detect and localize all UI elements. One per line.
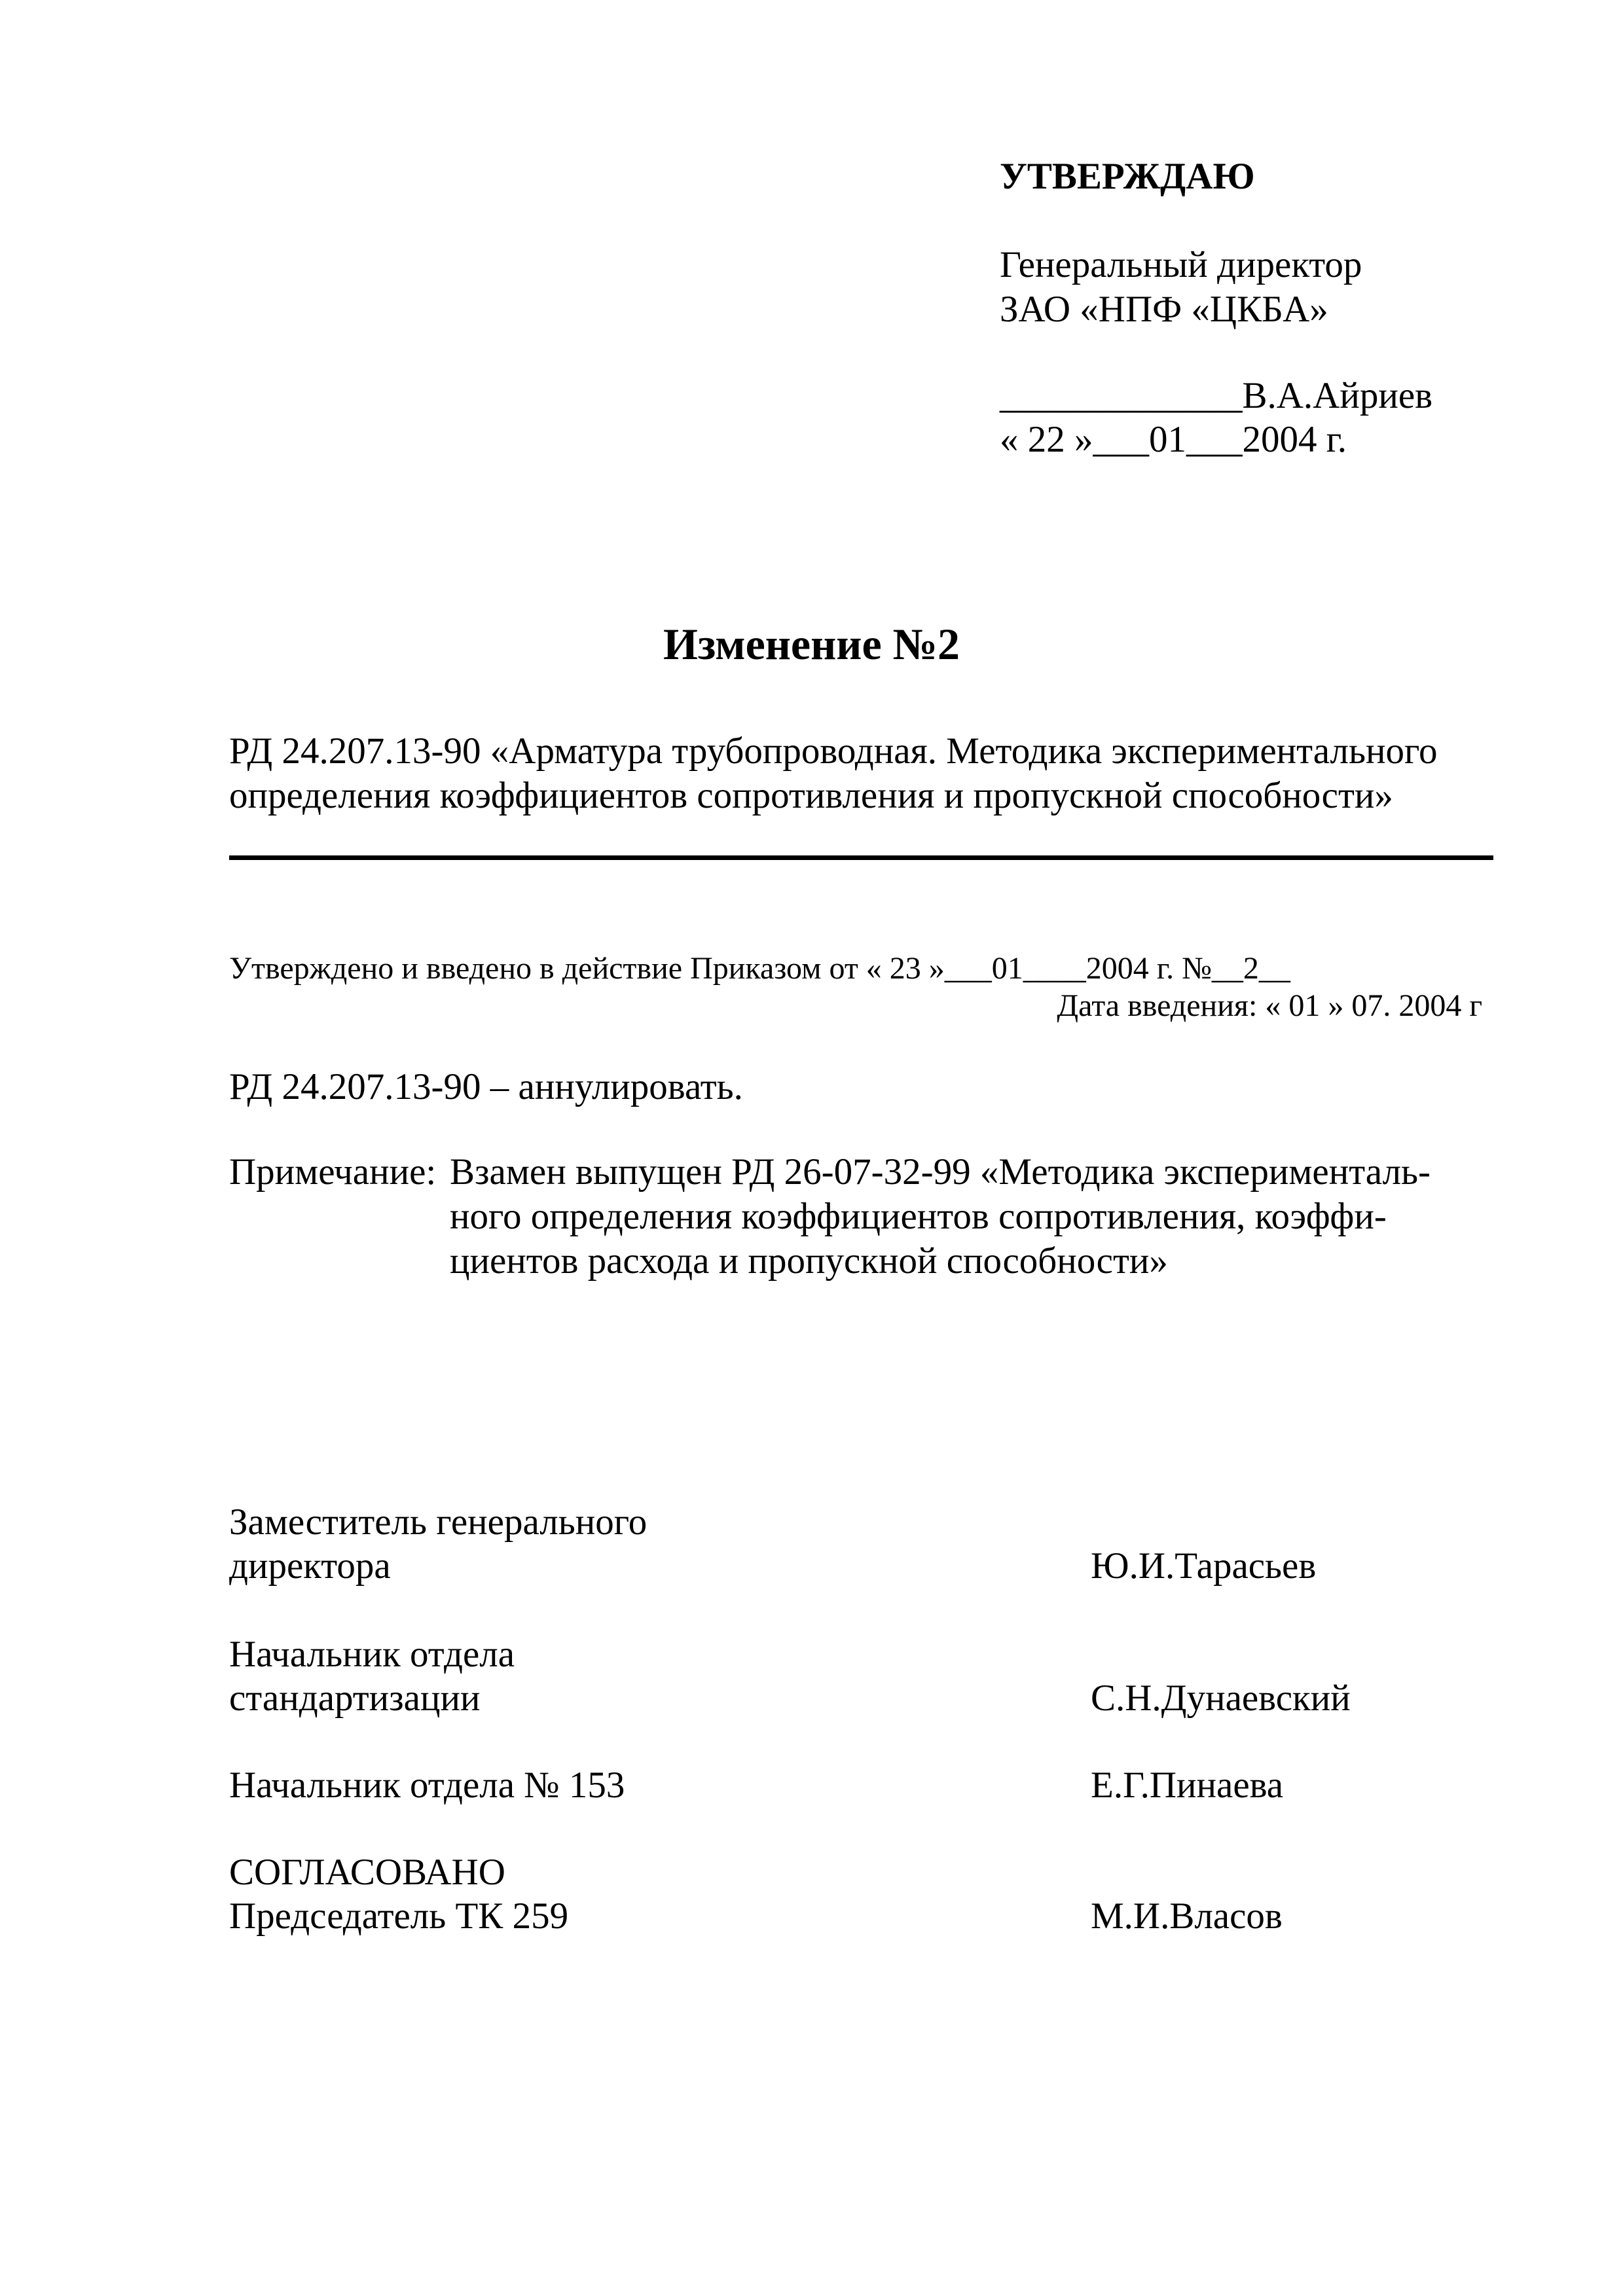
- signatory-title-line1: Начальник отдела № 153: [229, 1765, 625, 1806]
- approval-date-line: « 22 »___01___2004 г.: [1000, 419, 1347, 460]
- signatory-title-line1: Начальник отдела: [229, 1634, 515, 1675]
- note-line3: циентов расхода и пропускной способности»: [450, 1240, 1168, 1282]
- approval-heading: УТВЕРЖДАЮ: [1000, 156, 1255, 197]
- effective-date-line: Дата введения: « 01 » 07. 2004 г: [1057, 988, 1482, 1023]
- signatory-title-line2: Председатель ТК 259: [229, 1895, 569, 1937]
- horizontal-rule: [229, 855, 1493, 860]
- signatory-name: Е.Г.Пинаева: [1091, 1765, 1284, 1806]
- subject-line2: определения коэффициентов сопротивления и пропускной способности»: [229, 775, 1393, 816]
- approver-position-line1: Генеральный директор: [1000, 244, 1362, 285]
- note-line1: Взамен выпущен РД 26-07-32-99 «Методика эксперименталь-: [450, 1151, 1431, 1193]
- note-line2: ного определения коэффициентов сопротивления, коэффи-: [450, 1196, 1387, 1237]
- signatory-name: М.И.Власов: [1091, 1895, 1283, 1937]
- order-approved-line: Утверждено и введено в действие Приказом от « 23 »___01____2004 г. №__2__: [229, 951, 1290, 986]
- signatory-name: Ю.И.Тарасьев: [1091, 1545, 1317, 1587]
- note-label: Примечание:: [229, 1151, 437, 1193]
- approver-position-line2: ЗАО «НПФ «ЦКБА»: [1000, 289, 1328, 330]
- signatory-title-line2: стандартизации: [229, 1677, 481, 1719]
- agreed-label: СОГЛАСОВАНО: [229, 1852, 505, 1893]
- subject-line1: РД 24.207.13-90 «Арматура трубопроводная. Методика экспериментального: [229, 730, 1438, 772]
- signatory-title-line2: директора: [229, 1545, 391, 1587]
- approver-signature-line: _____________В.А.Айриев: [1000, 375, 1433, 416]
- document-title: Изменение №2: [663, 619, 960, 669]
- signatory-title-line1: Заместитель генерального: [229, 1501, 647, 1543]
- signatory-name: С.Н.Дунаевский: [1091, 1677, 1351, 1719]
- annul-line: РД 24.207.13-90 – аннулировать.: [229, 1066, 743, 1107]
